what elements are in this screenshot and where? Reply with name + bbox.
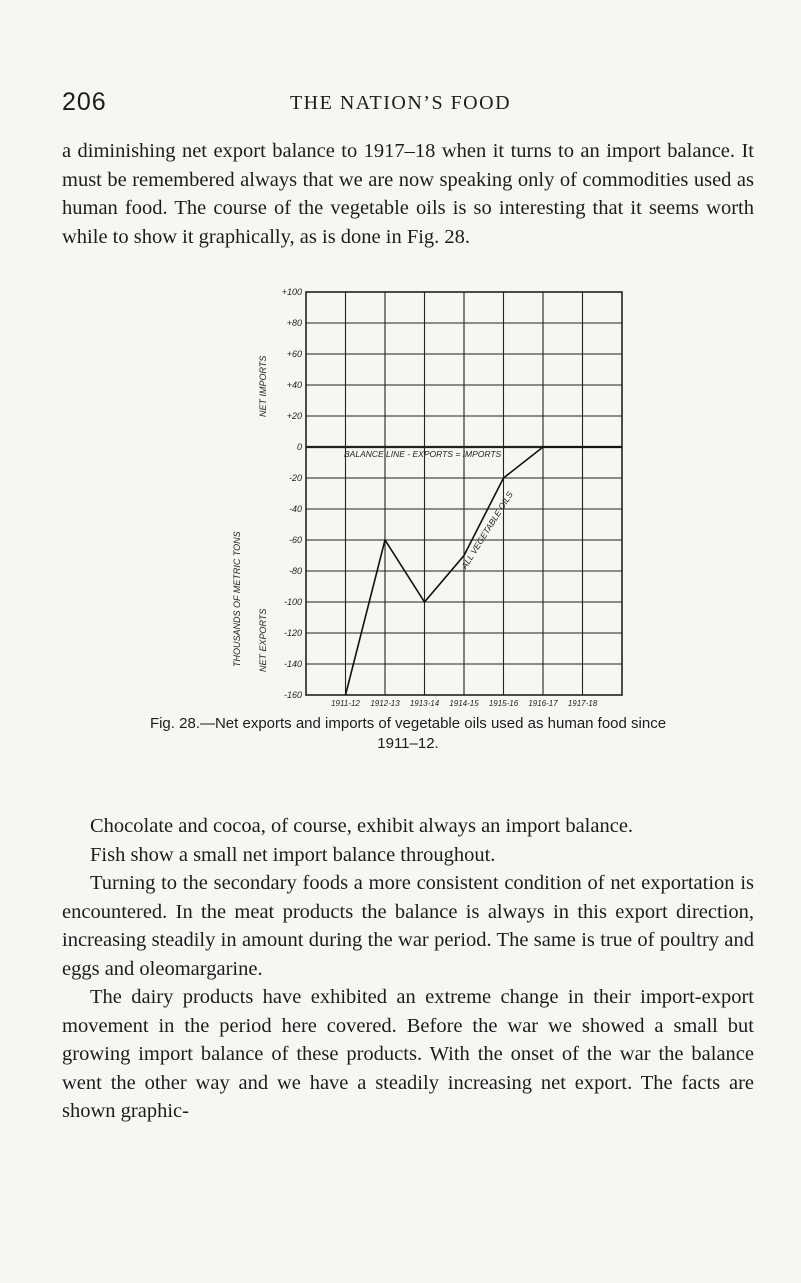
y-tick-label: 0 xyxy=(296,442,302,452)
x-tick-label: 1911-12 xyxy=(331,699,360,708)
y-axis-label-imports: NET IMPORTS xyxy=(258,355,268,417)
figure-caption xyxy=(62,714,754,754)
chart-grid xyxy=(306,292,622,695)
y-tick-label: -20 xyxy=(288,473,302,483)
y-tick-label: +100 xyxy=(281,287,302,297)
x-tick-label: 1912-13 xyxy=(370,699,400,708)
y-tick-label: +20 xyxy=(286,411,302,421)
paragraph-secondary-foods: Turning to the secondary foods a more consistent condition of net exportation is encountered. In the meat products the balance is always in this export direction, increasing steadily in amount during the war period. The same is true of poultry and eggs and oleomargarine. xyxy=(62,872,754,980)
paragraph-chocolate: Chocolate and cocoa, of course, exhibit always an import balance. xyxy=(90,815,634,837)
paragraph-intro: a diminishing net export balance to 1917–18 when it turns to an import balance. It must be remembered always that we are now speaking only of commodities used as human food. The course of the vegetable oils is so interesting that it seems worth while to show it graphically, as is done in Fig. 28. xyxy=(62,140,754,248)
y-tick-label: +60 xyxy=(286,349,302,359)
y-tick-label: -100 xyxy=(283,597,302,607)
x-tick-label: 1916-17 xyxy=(528,699,558,708)
y-tick-label: -120 xyxy=(283,628,302,638)
caption-line-1: Fig. 28.—Net exports and imports of vegetable oils used as human food since xyxy=(149,715,667,732)
x-tick-label: 1914-15 xyxy=(449,699,479,708)
line-chart xyxy=(230,282,650,712)
y-tick-label: -140 xyxy=(283,659,302,669)
x-axis-ticks xyxy=(331,699,598,708)
x-tick-label: 1915-16 xyxy=(488,699,519,708)
y-tick-label: +80 xyxy=(286,318,302,328)
balance-line-label: BALANCE LINE - EXPORTS = IMPORTS xyxy=(344,449,502,459)
y-axis-ticks xyxy=(282,287,302,700)
y-tick-label: -80 xyxy=(288,566,302,576)
page-number: 206 xyxy=(62,88,107,116)
y-axis-label: THOUSANDS OF METRIC TONS xyxy=(232,531,242,667)
figure-28 xyxy=(230,282,650,717)
running-title: THE NATION’S FOOD xyxy=(289,92,512,114)
caption-line-2: 1911–12. xyxy=(377,735,439,752)
x-tick-label: 1913-14 xyxy=(409,699,440,708)
y-tick-label: -160 xyxy=(283,690,302,700)
x-tick-label: 1917-18 xyxy=(567,699,598,708)
series-label: ALL VEGETABLE OILS xyxy=(459,489,515,571)
paragraph-dairy: The dairy products have exhibited an extreme change in their import-export movement in the period here covered. Before the war we showed a small but growing import balance of these products. With the onset of the war the balance went the other way and we have a steadily increasing net export. The facts are shown graphic- xyxy=(62,986,754,1122)
y-tick-label: -40 xyxy=(288,504,302,514)
y-tick-label: +40 xyxy=(286,380,302,390)
y-tick-label: -60 xyxy=(288,535,302,545)
body-text xyxy=(62,812,754,1126)
paragraph-fish: Fish show a small net import balance throughout. xyxy=(90,843,496,866)
y-axis-label-exports: NET EXPORTS xyxy=(258,608,268,672)
